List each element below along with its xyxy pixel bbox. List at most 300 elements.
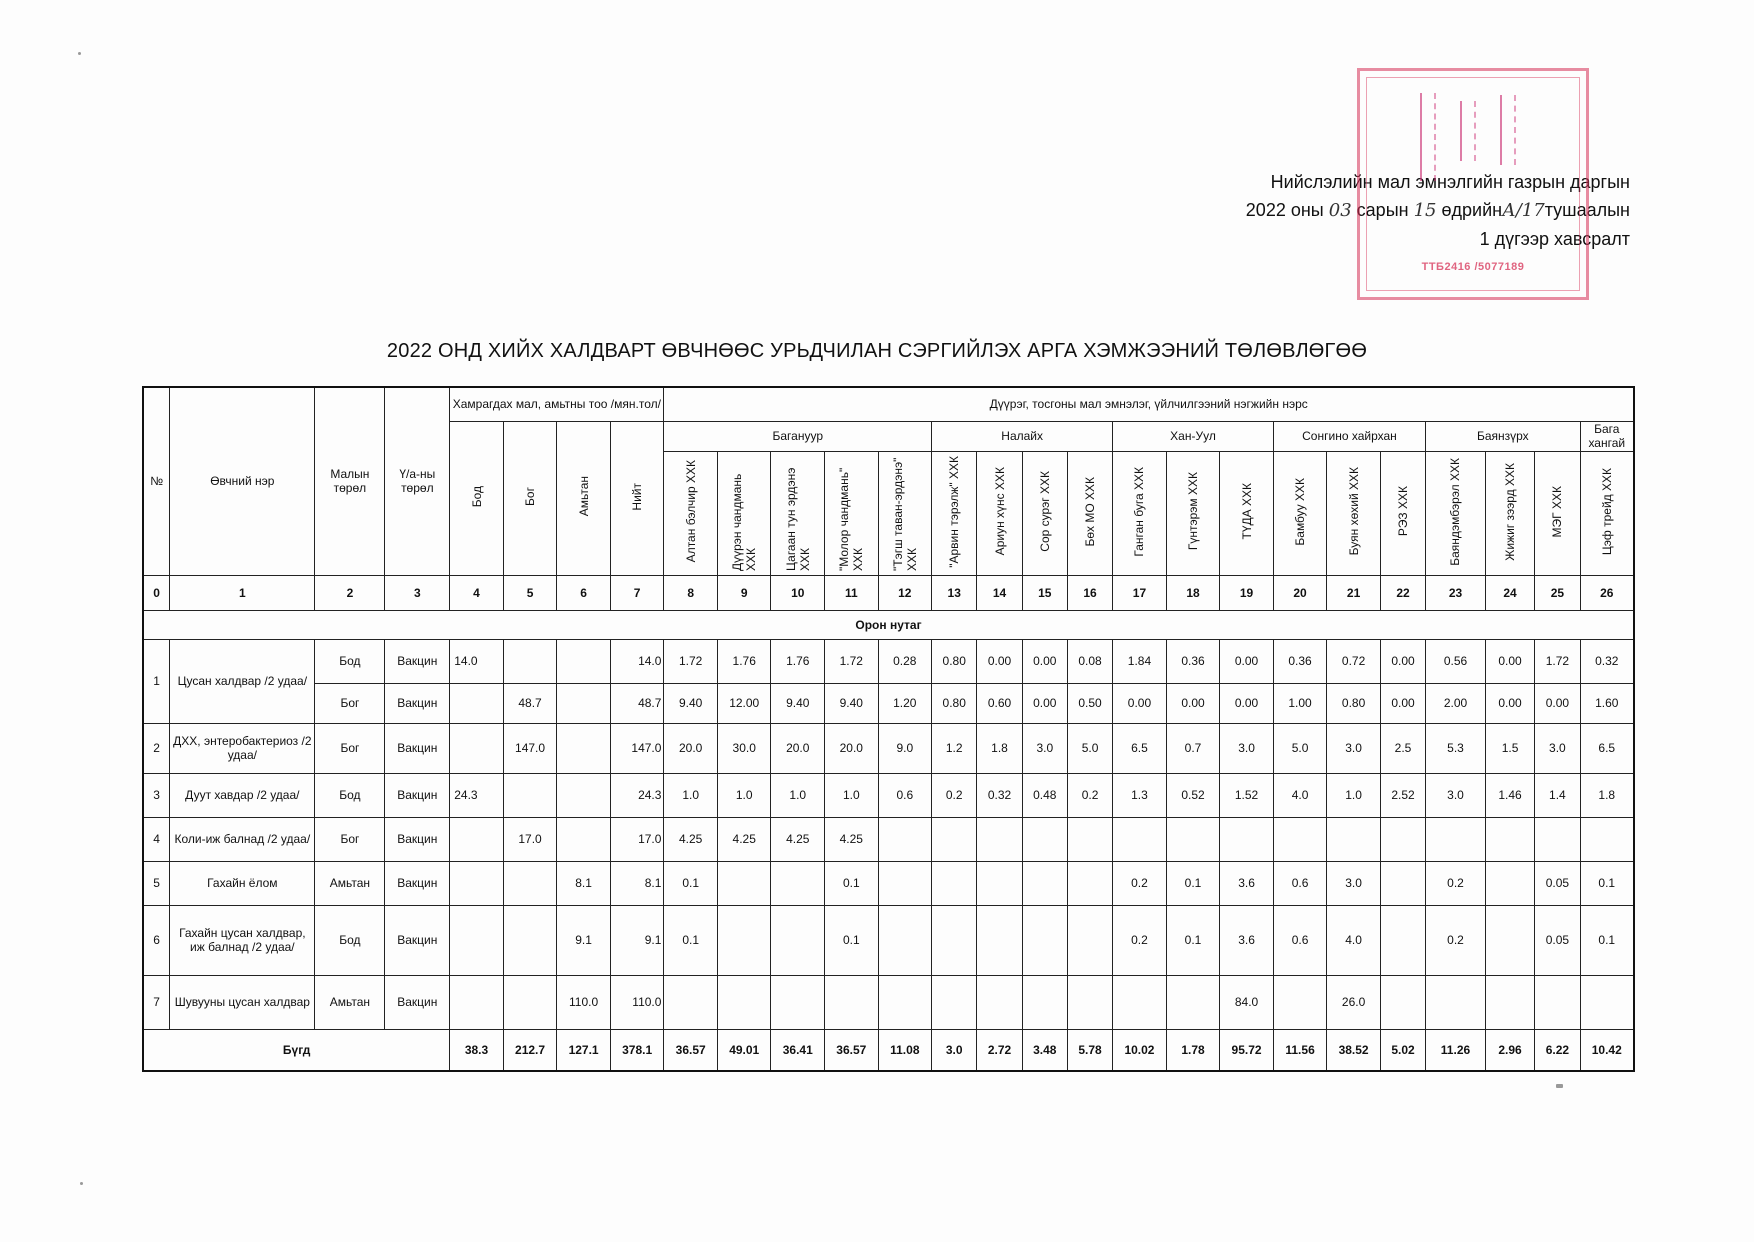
value-cell [1485,817,1534,861]
header-line-1: Нийслэлийн мал эмнэлгийн газрын даргын [1270,172,1630,192]
value-cell: 0.1 [825,861,879,905]
unit-header: Баяндэмбэрэл ХХК [1426,451,1486,575]
value-cell [1022,861,1067,905]
value-cell: 0.00 [1022,639,1067,683]
section-label: Орон нутаг [143,610,1634,639]
value-cell [717,861,771,905]
column-number: 0 [143,575,170,610]
value-cell: 3.0 [1022,723,1067,773]
value-cell: 9.1 [557,905,611,975]
value-cell: 3.0 [1220,723,1274,773]
total-value: 36.41 [771,1029,825,1071]
header-coverage: Хамрагдах мал, амьтны тоо /мян.тол/ [450,387,664,421]
unit-header: Ариун хүнс ХХК [977,451,1022,575]
disease-name: Шувууны цусан халдвар [170,975,315,1029]
value-cell [557,683,611,723]
value-cell: 14.0 [610,639,664,683]
table-row [143,683,1634,723]
column-number: 18 [1166,575,1220,610]
official-stamp [1357,68,1589,300]
handwritten-month: 03 [1328,200,1352,221]
value-cell: 30.0 [717,723,771,773]
vaccine-type: Вакцин [385,817,450,861]
value-cell: 2.00 [1426,683,1486,723]
value-cell [878,861,932,905]
value-cell: 4.0 [1273,773,1327,817]
value-cell: 20.0 [825,723,879,773]
value-cell: 0.1 [664,905,718,975]
value-cell [1113,817,1167,861]
column-number: 15 [1022,575,1067,610]
table-row [143,905,1634,975]
value-cell: 0.08 [1067,639,1112,683]
animal-type: Бог [315,723,385,773]
value-cell: 1.72 [825,639,879,683]
value-cell: 1.8 [1580,773,1634,817]
value-cell [1380,975,1425,1029]
value-cell: 84.0 [1220,975,1274,1029]
row-number: 2 [143,723,170,773]
value-cell: 0.48 [1022,773,1067,817]
value-cell [503,905,557,975]
value-cell: 20.0 [771,723,825,773]
value-cell [1535,975,1580,1029]
unit-header: Ганган буга ХХК [1113,451,1167,575]
value-cell: 0.1 [1166,861,1220,905]
unit-header: Цагаан тун эрдэнэ ХХК [771,451,825,575]
handwritten-day: 15 [1413,200,1437,221]
table-row [143,861,1634,905]
value-cell [450,905,504,975]
value-cell: 1.72 [664,639,718,683]
vaccine-type: Вакцин [385,861,450,905]
value-cell: 0.00 [1113,683,1167,723]
value-cell: 0.32 [1580,639,1634,683]
header-year-label: 2022 оны [1245,200,1324,220]
coverage-col-amitan: Амьтан [557,421,611,575]
value-cell: 0.00 [1535,683,1580,723]
value-cell: 1.20 [878,683,932,723]
coverage-col-bog: Бог [503,421,557,575]
value-cell: 8.1 [610,861,664,905]
unit-header: Сор сурэг ХХК [1022,451,1067,575]
value-cell [1022,905,1067,975]
value-cell [664,975,718,1029]
value-cell: 4.0 [1327,905,1381,975]
animal-type: Бог [315,683,385,723]
value-cell: 0.2 [932,773,977,817]
value-cell [450,683,504,723]
value-cell: 1.46 [1485,773,1534,817]
value-cell: 0.05 [1535,861,1580,905]
value-cell: 1.76 [717,639,771,683]
column-number: 24 [1485,575,1534,610]
value-cell: 3.0 [1327,723,1381,773]
row-number: 1 [143,639,170,723]
total-value: 49.01 [717,1029,771,1071]
value-cell: 8.1 [557,861,611,905]
value-cell: 0.32 [977,773,1022,817]
column-number: 19 [1220,575,1274,610]
value-cell: 147.0 [610,723,664,773]
unit-header: Буян хөхий ХХК [1327,451,1381,575]
header-day-label: өдрийн [1441,200,1503,220]
value-cell: 0.28 [878,639,932,683]
table-row [143,639,1634,683]
value-cell [1426,817,1486,861]
table-row [143,723,1634,773]
value-cell: 0.1 [1580,861,1634,905]
unit-header: "Арвин тэрэлж" ХХК [932,451,977,575]
column-number: 26 [1580,575,1634,610]
value-cell: 0.36 [1166,639,1220,683]
value-cell: 147.0 [503,723,557,773]
unit-header: Цэф трейд ХХК [1580,451,1634,575]
value-cell [557,639,611,683]
value-cell: 0.80 [932,639,977,683]
value-cell: 1.2 [932,723,977,773]
scan-speck [78,52,81,55]
district-header: Багануур [664,421,932,451]
column-number: 10 [771,575,825,610]
header-no: № [143,387,170,575]
header-disease: Өвчний нэр [170,387,315,575]
total-value: 11.08 [878,1029,932,1071]
value-cell: 2.52 [1380,773,1425,817]
value-cell [932,975,977,1029]
value-cell [1327,817,1381,861]
value-cell [932,817,977,861]
value-cell [1580,975,1634,1029]
value-cell [503,975,557,1029]
value-cell: 1.00 [1273,683,1327,723]
table-row [143,975,1634,1029]
unit-header: РЭЗ ХХК [1380,451,1425,575]
value-cell [977,817,1022,861]
vaccine-type: Вакцин [385,723,450,773]
vaccine-type: Вакцин [385,683,450,723]
value-cell: 0.00 [1220,683,1274,723]
value-cell [1166,975,1220,1029]
value-cell: 0.60 [977,683,1022,723]
district-header: Баянзүрх [1426,421,1580,451]
value-cell [450,817,504,861]
column-number: 12 [878,575,932,610]
value-cell: 14.0 [450,639,504,683]
value-cell: 0.6 [878,773,932,817]
value-cell: 2.5 [1380,723,1425,773]
total-value: 5.02 [1380,1029,1425,1071]
value-cell [878,905,932,975]
value-cell: 9.40 [825,683,879,723]
animal-type: Бог [315,817,385,861]
value-cell: 24.3 [450,773,504,817]
disease-name: Гахайн цусан халдвар, иж балнад /2 удаа/ [170,905,315,975]
value-cell: 0.2 [1113,905,1167,975]
value-cell: 1.60 [1580,683,1634,723]
column-number: 11 [825,575,879,610]
value-cell: 20.0 [664,723,718,773]
total-value: 5.78 [1067,1029,1112,1071]
value-cell: 0.00 [1485,683,1534,723]
value-cell: 0.80 [1327,683,1381,723]
row-number: 5 [143,861,170,905]
total-value: 3.48 [1022,1029,1067,1071]
value-cell: 9.0 [878,723,932,773]
row-number: 3 [143,773,170,817]
value-cell: 1.3 [1113,773,1167,817]
vaccine-type: Вакцин [385,975,450,1029]
value-cell [878,975,932,1029]
vaccine-type: Вакцин [385,905,450,975]
vaccine-type: Вакцин [385,639,450,683]
column-number: 4 [450,575,504,610]
value-cell: 0.2 [1067,773,1112,817]
column-number: 2 [315,575,385,610]
unit-header: МЭГ ХХК [1535,451,1580,575]
value-cell: 0.1 [664,861,718,905]
value-cell: 0.1 [825,905,879,975]
value-cell: 0.1 [1580,905,1634,975]
header-units: Дүүрэг, тосгоны мал эмнэлэг, үйлчилгээний нэгжийн нэрс [664,387,1634,421]
value-cell [878,817,932,861]
unit-header: Алтан бэлчир ХХК [664,451,718,575]
value-cell: 0.05 [1535,905,1580,975]
coverage-col-bod: Бод [450,421,504,575]
value-cell: 0.6 [1273,861,1327,905]
district-header: Бага хангай [1580,421,1634,451]
value-cell: 1.0 [825,773,879,817]
value-cell: 0.00 [1485,639,1534,683]
value-cell: 0.52 [1166,773,1220,817]
district-header: Налайх [932,421,1113,451]
header-animal-type: Малын төрөл [315,387,385,575]
total-value: 127.1 [557,1029,611,1071]
value-cell: 0.56 [1426,639,1486,683]
value-cell [503,773,557,817]
value-cell: 48.7 [610,683,664,723]
scan-speck [80,1182,83,1185]
value-cell [503,639,557,683]
total-value: 36.57 [825,1029,879,1071]
total-value: 1.78 [1166,1029,1220,1071]
value-cell [557,817,611,861]
column-number: 8 [664,575,718,610]
value-cell [1113,975,1167,1029]
value-cell [771,905,825,975]
coverage-col-total: Нийт [610,421,664,575]
vaccine-type: Вакцин [385,773,450,817]
value-cell: 1.52 [1220,773,1274,817]
header-order-label: тушаалын [1544,200,1630,220]
total-value: 10.02 [1113,1029,1167,1071]
total-value: 378.1 [610,1029,664,1071]
value-cell: 4.25 [771,817,825,861]
header-line-3: 1 дүгээр хавсралт [1479,229,1630,249]
disease-name: Дуут хавдар /2 удаа/ [170,773,315,817]
animal-type: Бод [315,773,385,817]
unit-header: Дүүрэн чандмань ХХК [717,451,771,575]
value-cell: 0.7 [1166,723,1220,773]
unit-header: Гүнтэрэм ХХК [1166,451,1220,575]
value-cell: 5.3 [1426,723,1486,773]
value-cell: 4.25 [825,817,879,861]
value-cell: 1.0 [717,773,771,817]
animal-type: Бод [315,905,385,975]
value-cell [1426,975,1486,1029]
value-cell [1067,975,1112,1029]
header-month-label: сарын [1356,200,1409,220]
value-cell: 1.76 [771,639,825,683]
value-cell: 4.25 [664,817,718,861]
value-cell: 0.2 [1426,905,1486,975]
value-cell [717,975,771,1029]
total-value: 38.52 [1327,1029,1381,1071]
value-cell: 17.0 [610,817,664,861]
value-cell [557,773,611,817]
value-cell: 3.0 [1327,861,1381,905]
value-cell [1380,905,1425,975]
column-number: 17 [1113,575,1167,610]
value-cell [450,975,504,1029]
value-cell [1022,975,1067,1029]
value-cell [1166,817,1220,861]
value-cell [1485,905,1534,975]
district-header: Хан-Уул [1113,421,1274,451]
value-cell [503,861,557,905]
value-cell: 6.5 [1113,723,1167,773]
handwritten-order-number: А/17 [1502,200,1545,221]
value-cell: 0.2 [1426,861,1486,905]
value-cell: 5.0 [1067,723,1112,773]
value-cell [1380,861,1425,905]
total-value: 95.72 [1220,1029,1274,1071]
unit-header: Жижиг зээрд ХХК [1485,451,1534,575]
value-cell [1485,861,1534,905]
column-number: 14 [977,575,1022,610]
value-cell [932,905,977,975]
value-cell: 0.80 [932,683,977,723]
total-value: 212.7 [503,1029,557,1071]
column-number: 1 [170,575,315,610]
value-cell: 0.00 [977,639,1022,683]
column-number: 20 [1273,575,1327,610]
value-cell: 0.00 [1220,639,1274,683]
total-value: 3.0 [932,1029,977,1071]
stamp-mongol-script-3 [1500,95,1516,165]
value-cell [825,975,879,1029]
table-row [143,773,1634,817]
total-value: 11.56 [1273,1029,1327,1071]
value-cell: 0.1 [1166,905,1220,975]
table-row [143,817,1634,861]
unit-header: "Молор чандмань" ХХК [825,451,879,575]
value-cell [450,861,504,905]
animal-type: Амьтан [315,975,385,1029]
value-cell [717,905,771,975]
total-value: 6.22 [1535,1029,1580,1071]
value-cell: 1.4 [1535,773,1580,817]
value-cell: 110.0 [610,975,664,1029]
header-vaccine-type: Ү/а-ны төрөл [385,387,450,575]
total-value: 36.57 [664,1029,718,1071]
value-cell [932,861,977,905]
stamp-registration-number: ТТБ2416 /5077189 [1421,261,1525,273]
value-cell [1273,975,1327,1029]
value-cell: 1.8 [977,723,1022,773]
column-number: 23 [1426,575,1486,610]
total-label: Бүгд [143,1029,450,1071]
value-cell: 3.6 [1220,861,1274,905]
column-number: 7 [610,575,664,610]
value-cell: 1.0 [1327,773,1381,817]
unit-header: Бөх МО ХХК [1067,451,1112,575]
value-cell: 1.0 [771,773,825,817]
total-value: 10.42 [1580,1029,1634,1071]
value-cell: 0.00 [1166,683,1220,723]
column-number: 13 [932,575,977,610]
value-cell [1535,817,1580,861]
total-value: 2.96 [1485,1029,1534,1071]
value-cell: 1.0 [664,773,718,817]
row-number: 6 [143,905,170,975]
value-cell: 9.40 [771,683,825,723]
column-number: 16 [1067,575,1112,610]
value-cell: 6.5 [1580,723,1634,773]
value-cell [1067,861,1112,905]
value-cell [450,723,504,773]
value-cell: 0.00 [1022,683,1067,723]
column-number: 21 [1327,575,1381,610]
district-header: Сонгино хайрхан [1273,421,1425,451]
value-cell [1022,817,1067,861]
value-cell [1485,975,1534,1029]
value-cell: 5.0 [1273,723,1327,773]
value-cell: 0.00 [1380,683,1425,723]
row-number: 4 [143,817,170,861]
column-number: 9 [717,575,771,610]
value-cell: 0.36 [1273,639,1327,683]
column-number: 22 [1380,575,1425,610]
value-cell [1220,817,1274,861]
value-cell: 17.0 [503,817,557,861]
disease-name: Цусан халдвар /2 удаа/ [170,639,315,723]
value-cell: 26.0 [1327,975,1381,1029]
column-number: 3 [385,575,450,610]
value-cell [1067,905,1112,975]
vaccination-plan-table [142,386,1635,1072]
value-cell [557,723,611,773]
unit-header: ТҮДА ХХК [1220,451,1274,575]
value-cell: 12.00 [717,683,771,723]
value-cell [771,861,825,905]
value-cell: 9.1 [610,905,664,975]
value-cell [1273,817,1327,861]
value-cell: 3.0 [1426,773,1486,817]
value-cell: 0.6 [1273,905,1327,975]
value-cell [1067,817,1112,861]
column-number: 6 [557,575,611,610]
value-cell: 0.00 [1380,639,1425,683]
stamp-mongol-script-2 [1460,101,1476,161]
value-cell: 1.84 [1113,639,1167,683]
total-value: 2.72 [977,1029,1022,1071]
value-cell [977,975,1022,1029]
value-cell: 0.72 [1327,639,1381,683]
value-cell: 0.2 [1113,861,1167,905]
disease-name: Гахайн ёлом [170,861,315,905]
value-cell [977,905,1022,975]
